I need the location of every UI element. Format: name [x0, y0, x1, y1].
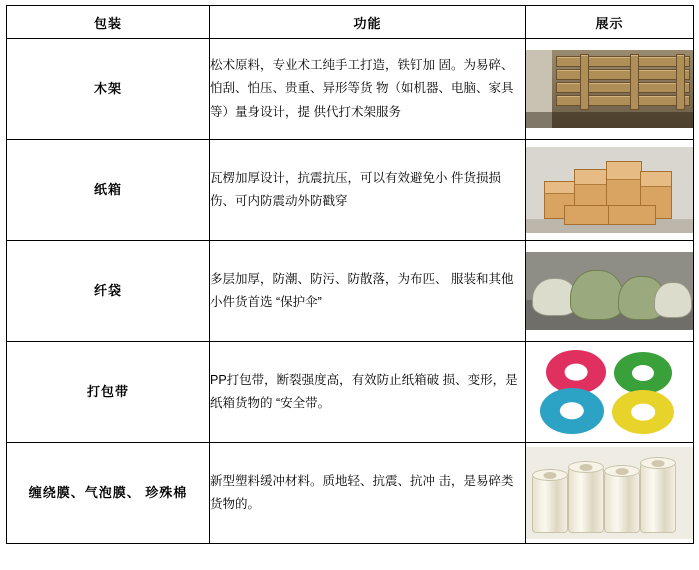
- crate-upright: [676, 54, 685, 110]
- carton-lid: [607, 162, 641, 180]
- table-row: [7, 39, 694, 140]
- cell-image: [526, 443, 694, 544]
- table-row: [7, 342, 694, 443]
- roll-core: [631, 404, 655, 421]
- strapping-roll-yellow: [612, 390, 674, 434]
- strapping-roll-blue: [540, 388, 604, 434]
- column-header-packaging: 包装: [7, 6, 210, 39]
- cell-image: [526, 342, 694, 443]
- cell-image: [526, 241, 694, 342]
- carton-lid: [545, 182, 575, 194]
- strapping-rolls-photo: [526, 344, 693, 440]
- film-roll-core: [580, 464, 593, 471]
- table-body: [7, 39, 694, 544]
- woven-bag: [570, 270, 624, 320]
- cell-image: [526, 140, 694, 241]
- film-roll-core: [652, 460, 665, 467]
- table-header-row: [7, 6, 694, 39]
- carton-lid: [641, 172, 671, 187]
- cell-description: PP打包带，断裂强度高，有效防止纸箱破 损、变形，是纸箱货物的 “安全带。: [210, 342, 526, 443]
- cell-category: 打包带: [7, 342, 210, 443]
- roll-core: [632, 365, 654, 381]
- woven-bag: [654, 282, 692, 318]
- carton-box: [564, 205, 610, 225]
- cell-description: 新型塑料缓冲材料。质地轻、抗震、抗冲 击，是易碎类货物的。: [210, 443, 526, 544]
- cell-category: 木架: [7, 39, 210, 140]
- film-roll: [604, 469, 640, 533]
- film-roll: [532, 473, 568, 533]
- crate-upright: [630, 54, 639, 110]
- cell-description: 瓦楞加厚设计，抗震抗压，可以有效避免小 件货损损伤、可内防震动外防戳穿: [210, 140, 526, 241]
- roll-core: [560, 402, 584, 419]
- carton-box: [608, 205, 656, 225]
- column-header-function: 功能: [210, 6, 526, 39]
- wooden-crates-photo: [526, 50, 693, 128]
- crate-plank: [556, 95, 690, 106]
- woven-bags-photo: [526, 252, 693, 330]
- table-row: [7, 443, 694, 544]
- film-roll: [640, 461, 676, 533]
- table-row: [7, 241, 694, 342]
- cardboard-boxes-photo: [526, 147, 693, 233]
- crate-upright: [580, 54, 589, 110]
- film-roll-core: [544, 472, 557, 479]
- table-header: [7, 6, 694, 39]
- cell-category: 缠绕膜、气泡膜、 珍殊棉: [7, 443, 210, 544]
- photo-floor-shadow: [526, 112, 693, 128]
- cell-description: 松术原料，专业术工纯手工打造，铁钉加 固。为易碎、怕刮、怕压、贵重、异形等货 物（如机器、电脑、家具等）量身设计，提 供代打术架服务: [210, 39, 526, 140]
- film-roll-core: [616, 468, 629, 475]
- cell-description: 多层加厚，防潮、防污、防散落，为布匹、 服装和其他小件货首选 “保护伞”: [210, 241, 526, 342]
- roll-core: [565, 364, 588, 381]
- crate-plank: [556, 69, 690, 80]
- film-roll: [568, 465, 604, 533]
- column-header-display: 展示: [526, 6, 694, 39]
- cell-category: 纸箱: [7, 140, 210, 241]
- cell-category: 纤袋: [7, 241, 210, 342]
- stretch-film-photo: [526, 447, 693, 539]
- carton-lid: [575, 170, 607, 185]
- crate-plank: [556, 82, 690, 93]
- table-row: [7, 140, 694, 241]
- strapping-roll-green: [614, 352, 672, 394]
- packaging-table: [6, 5, 694, 544]
- crate-plank: [556, 56, 690, 67]
- cell-image: [526, 39, 694, 140]
